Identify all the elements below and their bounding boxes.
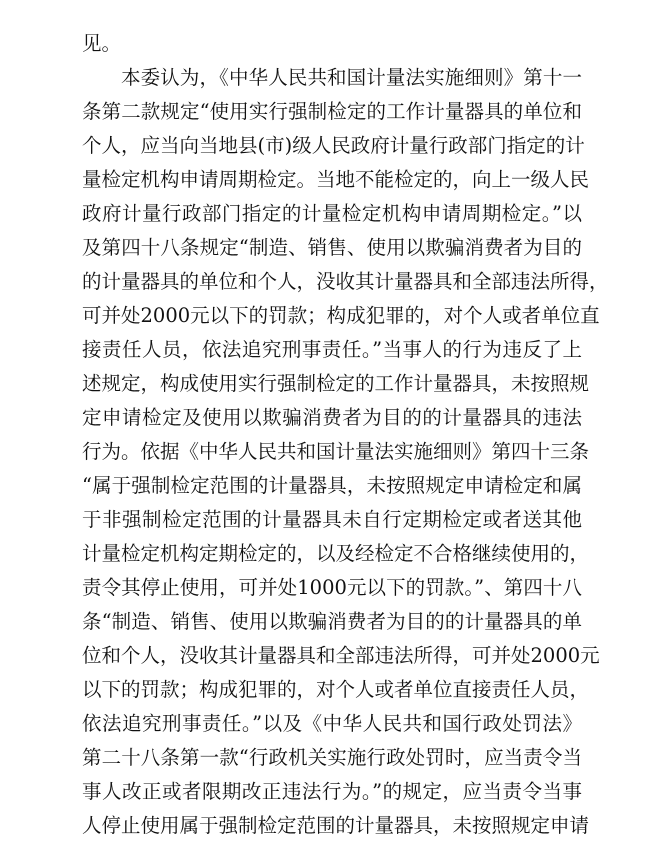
- text-line: “属于强制检定范围的计量器具，未按照规定申请检定和属: [82, 474, 582, 497]
- text-line: 条第二款规定“使用实行强制检定的工作计量器具的单位和: [82, 100, 582, 123]
- text-line: 个人，应当向当地县(市)级人民政府计量行政部门指定的计: [82, 134, 585, 157]
- text-line: 本委认为，《中华人民共和国计量法实施细则》第十一: [121, 66, 582, 89]
- text-line: 依法追究刑事责任。”以及《中华人民共和国行政处罚法》: [82, 712, 582, 735]
- text-line: 述规定，构成使用实行强制检定的工作计量器具，未按照规: [82, 372, 590, 395]
- text-line: 位和个人，没收其计量器具和全部违法所得，可并处2000元: [82, 644, 600, 667]
- text-line: 行为。依据《中华人民共和国计量法实施细则》第四十三条: [82, 440, 590, 463]
- text-line: 量检定机构申请周期检定。当地不能检定的，向上一级人民: [82, 168, 590, 191]
- text-line: 条“制造、销售、使用以欺骗消费者为目的的计量器具的单: [82, 610, 582, 633]
- text-line: 人停止使用属于强制检定范围的计量器具，未按照规定申请: [82, 814, 590, 837]
- text-line: 及第四十八条规定“制造、销售、使用以欺骗消费者为目的: [82, 236, 582, 259]
- text-line: 可并处2000元以下的罚款；构成犯罪的，对个人或者单位直: [82, 304, 600, 327]
- text-line: 定申请检定及使用以欺骗消费者为目的的计量器具的违法: [82, 406, 582, 429]
- text-line: 责令其停止使用，可并处1000元以下的罚款。”、第四十八: [82, 576, 582, 599]
- text-line: 以下的罚款；构成犯罪的，对个人或者单位直接责任人员，: [82, 678, 590, 701]
- text-line: 于非强制检定范围的计量器具未自行定期检定或者送其他: [82, 508, 582, 531]
- text-line: 事人改正或者限期改正违法行为。”的规定，应当责令当事: [82, 780, 582, 803]
- text-line: 接责任人员，依法追究刑事责任。”当事人的行为违反了上: [82, 338, 582, 361]
- text-line: 计量检定机构定期检定的，以及经检定不合格继续使用的，: [82, 542, 590, 565]
- text-line: 的计量器具的单位和个人，没收其计量器具和全部违法所得，: [82, 270, 609, 293]
- text-line: 第二十八条第一款“行政机关实施行政处罚时，应当责令当: [82, 746, 582, 769]
- text-line: 政府计量行政部门指定的计量检定机构申请周期检定。”以: [82, 202, 582, 225]
- text-line: 见。: [82, 32, 122, 55]
